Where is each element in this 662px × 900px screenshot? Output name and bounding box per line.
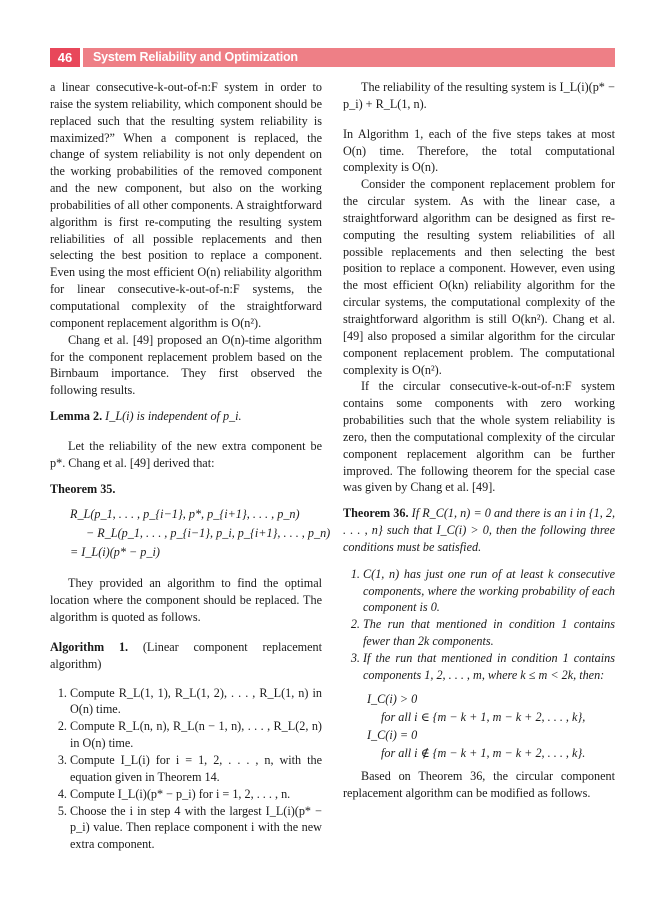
list-item: 3. Compute I_L(i) for i = 1, 2, . . . , n, with the equation given in Theorem 14. [70, 752, 322, 786]
list-item: 2. Compute R_L(n, n), R_L(n − 1, n), . . . , R_L(2, n) in O(n) time. [70, 718, 322, 752]
theorem-36-conditions [343, 566, 615, 762]
left-column [50, 79, 331, 853]
theorem-35-label: Theorem 35. [50, 481, 116, 496]
running-title: System Reliability and Optimization [83, 48, 615, 67]
theorem-text: If R_C(1, n) = 0 and there is an i in {1, 2, . . . , n} such that I_C(i) > 0, then the following three conditions must be satisfied. [343, 506, 615, 554]
paragraph: Let the reliability of the new extra component be p*. Chang et al. [49] derived that: [50, 438, 322, 470]
equation-line: I_C(i) = 0 [367, 727, 418, 742]
algorithm-steps [50, 685, 322, 853]
paragraph: If the circular consecutive-k-out-of-n:F system contains some components with zero working probabilities such that the whole system reliability is zero, then the computational complexity of the circular component replacement algorithm can be further improved. The following theorem for the special case was given by Chang et al. [49]. [343, 379, 615, 495]
paragraph: In Algorithm 1, each of the five steps takes at most O(n) time. Therefore, the total computational complexity is O(n). [343, 126, 615, 175]
paragraph: They provided an algorithm to find the optimal location where the component should be replaced. The algorithm is quoted as follows. [50, 576, 322, 625]
list-item: 5. Choose the i in step 4 with the largest I_L(i)(p* − p_i) value. Then replace component i with the new extra component. [70, 803, 322, 854]
theorem-label: Theorem 36. [343, 506, 409, 521]
lemma-2 [50, 408, 322, 425]
equation-line: for all i ∉ {m − k + 1, m − k + 2, . . . , k}. [381, 745, 586, 760]
algorithm-1-heading [50, 639, 322, 673]
equation-line: − R_L(p_1, . . . , p_{i−1}, p_i, p_{i+1}, . . . , p_n) [86, 526, 331, 541]
paragraph: The reliability of the resulting system is I_L(i)(p* − p_i) + R_L(1, n). [343, 80, 615, 111]
page-header [50, 48, 615, 67]
theorem-35-equation [70, 505, 331, 562]
paragraph: Chang et al. [49] proposed an O(n)-time algorithm for the component replacement problem based on the Birnbaum importance. They first observed the following results. [50, 332, 322, 398]
condition-text: If the run that mentioned in condition 1 contains components 1, 2, . . . , m, where k ≤ m < 2k, then: [363, 651, 615, 682]
list-item: 1. Compute R_L(1, 1), R_L(1, 2), . . . , R_L(1, n) in O(n) time. [70, 685, 322, 719]
algorithm-label: Algorithm 1. [50, 639, 129, 654]
equation-line: for all i ∈ {m − k + 1, m − k + 2, . . . , k}, [381, 709, 586, 724]
paragraph: Consider the component replacement problem for the circular system. As with the linear case, a straightforward algorithm can be designed as first re-computing the resulting system reliabilities of all possible replacements and then selecting the best position to replace a component. However, even using the most efficient O(kn) reliability algorithm for the circular systems, the computational complexity of the straightforward algorithm is still O(kn²). Chang et al. [49] also proposed a similar algorithm for the circular component replacement problem. The computational complexity is O(n²). [343, 177, 615, 377]
right-column [343, 79, 615, 801]
list-item [363, 650, 615, 762]
condition-equations [367, 690, 615, 762]
lemma-label: Lemma 2. [50, 409, 103, 424]
paragraph: a linear consecutive-k-out-of-n:F system in order to raise the system reliability, which component should be replaced such that the resulting system reliability is maximized?” When a component is replaced, the change of system reliability is not only dependent on the working probabilities of the removed component and the new component, but also on the working probabilities of all other components. A straightforward algorithm is first re-computing the resulting system reliabilities of all possible replacements and then selecting the best position to replace a component. Even using the most efficient O(n) reliability algorithm for linear consecutive-k-out-of-n:F systems, the computational complexity of the straightforward component replacement algorithm is O(n²). [50, 80, 322, 330]
theorem-36 [343, 505, 615, 556]
paragraph: Based on Theorem 36, the circular component replacement algorithm can be modified as follows. [343, 768, 615, 800]
equation-line: I_C(i) > 0 [367, 691, 418, 706]
list-item: 4. Compute I_L(i)(p* − p_i) for i = 1, 2, . . . , n. [70, 786, 322, 803]
list-item: 2. The run that mentioned in condition 1 contains fewer than 2k components. [363, 616, 615, 650]
algorithm-title: (Linear component replacement algorithm) [50, 639, 322, 671]
equation-line: R_L(p_1, . . . , p_{i−1}, p*, p_{i+1}, . . . , p_n) [70, 507, 300, 522]
lemma-text: I_L(i) is independent of p_i. [105, 409, 242, 424]
page-number: 46 [50, 48, 80, 67]
list-item: 1. C(1, n) has just one run of at least k consecutive components, where the working probability of each component is 0. [363, 566, 615, 617]
equation-line: = I_L(i)(p* − p_i) [70, 545, 160, 560]
